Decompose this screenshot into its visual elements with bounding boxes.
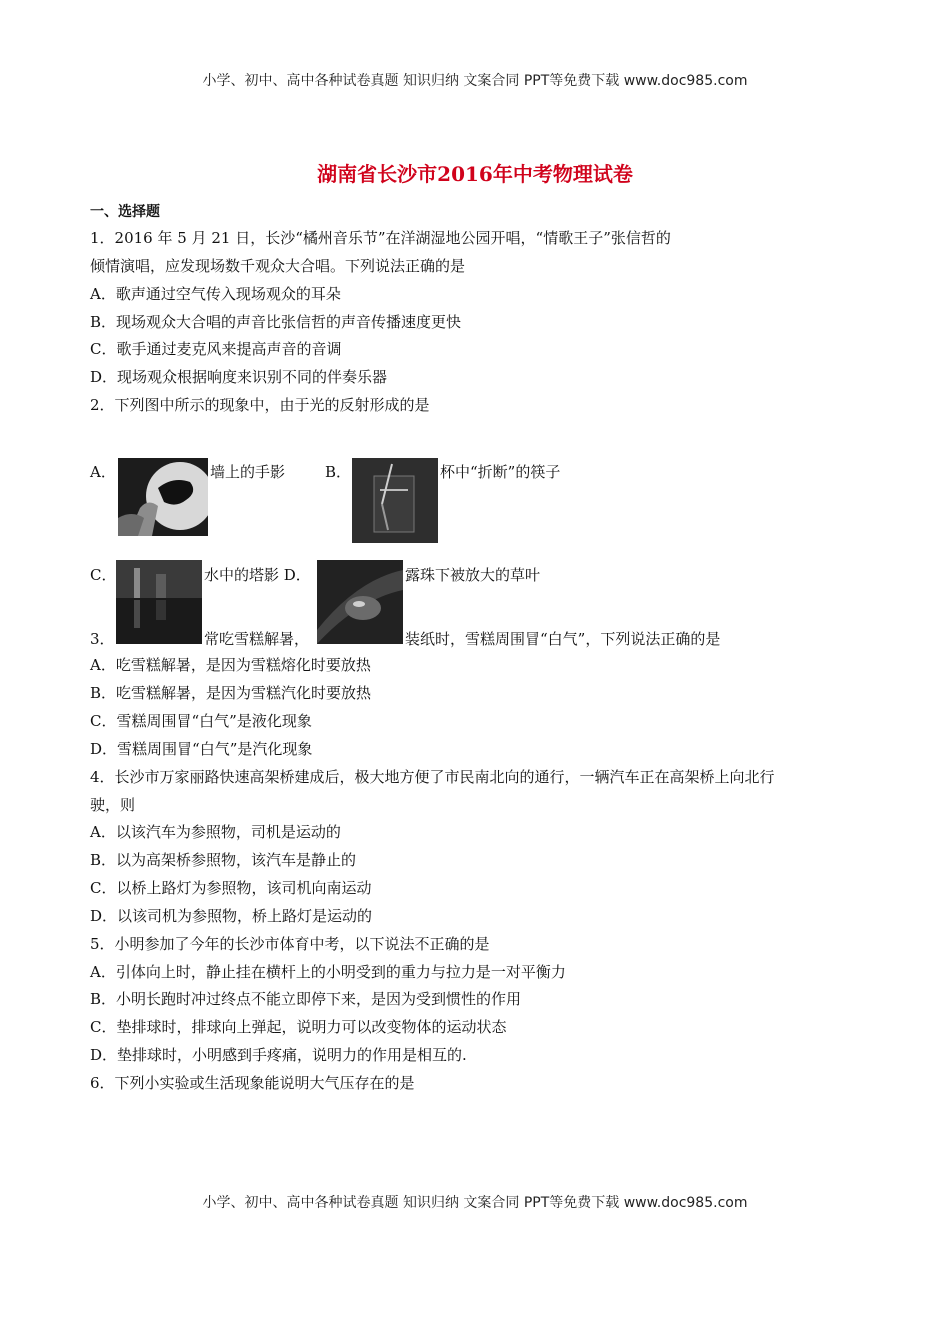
section-heading: 一、选择题 [90,204,160,220]
q3-option-c: C．雪糕周围冒“白气”是液化现象 [90,712,312,730]
q2-option-d-text: 露珠下被放大的草叶 [405,566,541,584]
q1-option-c: C．歌手通过麦克风来提高声音的音调 [90,340,342,358]
q1-option-b: B．现场观众大合唱的声音比张信哲的声音传播速度更快 [90,313,462,331]
q1-option-a: A．歌声通过空气传入现场观众的耳朵 [90,285,341,303]
q5-option-c: C．垫排球时，排球向上弹起，说明力可以改变物体的运动状态 [90,1018,507,1036]
q3-stem-mid: 常吃雪糕解暑， [204,630,310,648]
q1-stem-line2: 倾情演唱，应发现场数千观众大合唱。下列说法正确的是 [90,257,466,275]
page-footer: 小学、初中、高中各种试卷真题 知识归纳 文案合同 PPT等免费下载 www.doc985.com [202,1195,748,1211]
q1-option-d: D．现场观众根据响度来识别不同的伴奏乐器 [90,368,388,386]
chopsticks-in-cup-photo [352,458,438,543]
q2-option-a-text: 墙上的手影 [210,463,286,481]
page-header: 小学、初中、高中各种试卷真题 知识归纳 文案合同 PPT等免费下载 www.doc985.com [202,73,748,89]
q4-option-c: C．以桥上路灯为参照物，该司机向南运动 [90,879,372,897]
q4-option-d: D．以该司机为参照物，桥上路灯是运动的 [90,907,373,925]
q3-option-d: D．雪糕周围冒“白气”是汽化现象 [90,740,313,758]
q4-stem-line1: 4．长沙市万家丽路快速高架桥建成后，极大地方便了市民南北向的通行，一辆汽车正在高架桥上向北行 [90,768,775,786]
q5-stem: 5．小明参加了今年的长沙市体育中考，以下说法不正确的是 [90,935,490,953]
q3-option-a: A．吃雪糕解暑，是因为雪糕熔化时要放热 [90,656,371,674]
q3-option-b: B．吃雪糕解暑，是因为雪糕汽化时要放热 [90,684,372,702]
q4-stem-line2: 驶，则 [90,796,136,814]
q5-option-b: B．小明长跑时冲过终点不能立即停下来，是因为受到惯性的作用 [90,990,522,1008]
q2-option-b-text: 杯中“折断”的筷子 [440,463,561,481]
q2-option-b-label: B． [325,463,352,481]
q1-stem-line1: 1．2016 年 5 月 21 日，长沙“橘州音乐节”在洋湖湿地公园开唱，“情歌王子”张信哲的 [90,229,671,247]
q2-option-a-label: A． [90,463,116,481]
exam-title: 湖南省长沙市2016年中考物理试卷 [317,162,633,186]
tower-reflection-photo [116,560,202,644]
q4-option-b: B．以为高架桥参照物，该汽车是静止的 [90,851,357,869]
q3-number: 3． [90,630,115,648]
q5-option-d: D．垫排球时，小明感到手疼痛，说明力的作用是相互的. [90,1046,467,1064]
q2-stem: 2．下列图中所示的现象中，由于光的反射形成的是 [90,396,430,414]
q3-stem-tail: 装纸时，雪糕周围冒“白气”，下列说法正确的是 [405,630,721,648]
q6-stem: 6．下列小实验或生活现象能说明大气压存在的是 [90,1074,415,1092]
hand-shadow-photo [118,458,208,536]
q2-option-c-label: C． [90,566,117,584]
q2-option-c-text: 水中的塔影 D． [204,566,311,584]
dewdrop-leaf-photo [317,560,403,644]
q4-option-a: A．以该汽车为参照物，司机是运动的 [90,823,341,841]
q5-option-a: A．引体向上时，静止挂在横杆上的小明受到的重力与拉力是一对平衡力 [90,963,566,981]
